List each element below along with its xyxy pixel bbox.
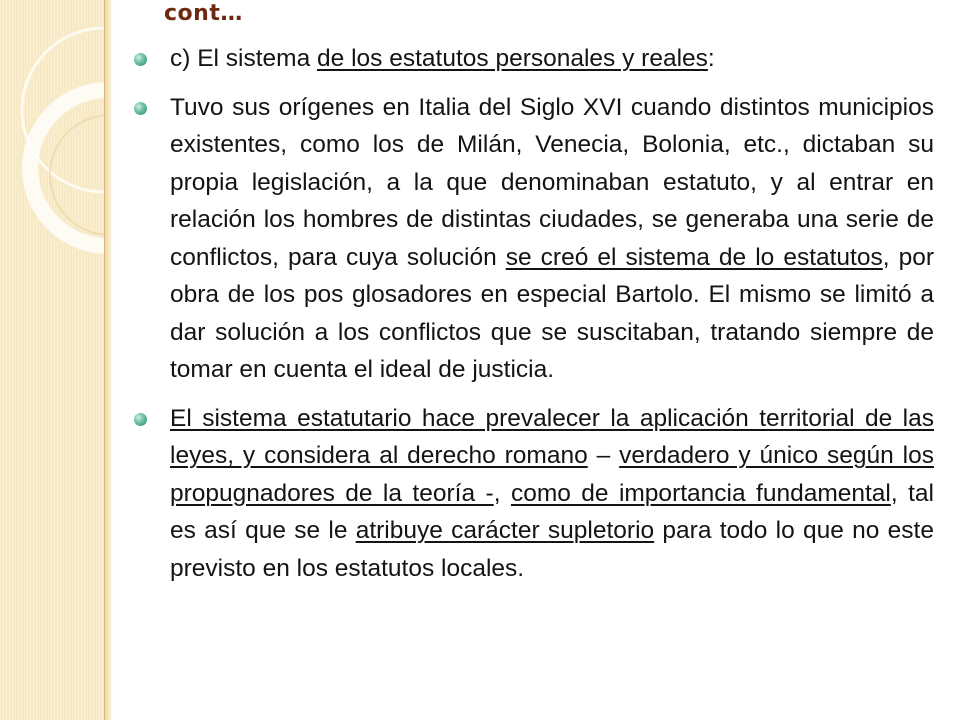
text-run: Tuvo sus orígenes en Italia del Siglo XVI cuando distintos municipios existentes, como los de Milán, Venecia, Bolonia, etc., dictaban su propia legislación, a la que denominaban estatuto, y al entrar en relación los hombres de distintas ciudades, se generaba una serie de conflictos, para cuya solución <box>170 93 934 271</box>
sidebar-edge <box>104 0 113 720</box>
bullet-item <box>134 40 934 78</box>
underlined-text-run: como de importancia fundamental <box>510 479 891 507</box>
bullet-text <box>170 94 934 384</box>
decorative-sidebar <box>0 0 104 720</box>
bullet-item <box>134 89 934 389</box>
underlined-text-run: se creó el sistema de lo estatutos <box>505 243 883 271</box>
bullet-list <box>134 40 934 598</box>
underlined-text-run: de los estatutos personales y reales <box>317 45 708 72</box>
text-run: – <box>587 442 620 469</box>
underlined-text-run: verdadero y único según los propugnadores de la teoría - <box>170 442 934 507</box>
text-run: para todo lo que no este previsto en los estatutos locales. <box>170 517 934 582</box>
text-run: : <box>707 45 715 72</box>
bullet-dot-icon <box>134 53 147 66</box>
slide-title: cont… <box>164 1 243 26</box>
text-run: , tal es así que se le <box>170 479 934 544</box>
underlined-text-run: atribuye carácter supletorio <box>355 517 655 544</box>
underlined-text-run: El sistema estatutario hace prevalecer la aplicación territorial de las leyes, y considera al derecho romano <box>170 404 934 469</box>
bullet-text <box>170 45 715 72</box>
decorative-circles-icon <box>0 0 104 720</box>
bullet-text <box>170 405 934 582</box>
bullet-item <box>134 400 934 588</box>
text-run: c) El sistema <box>170 45 318 72</box>
text-run: , <box>493 479 511 507</box>
text-run: , por obra de los pos glosadores en especial Bartolo. El mismo se limitó a dar solución a los conflictos que se suscitaban, tratando siempre de tomar en cuenta el ideal de justicia. <box>170 243 935 383</box>
bullet-dot-icon <box>134 102 147 115</box>
bullet-dot-icon <box>134 413 147 426</box>
